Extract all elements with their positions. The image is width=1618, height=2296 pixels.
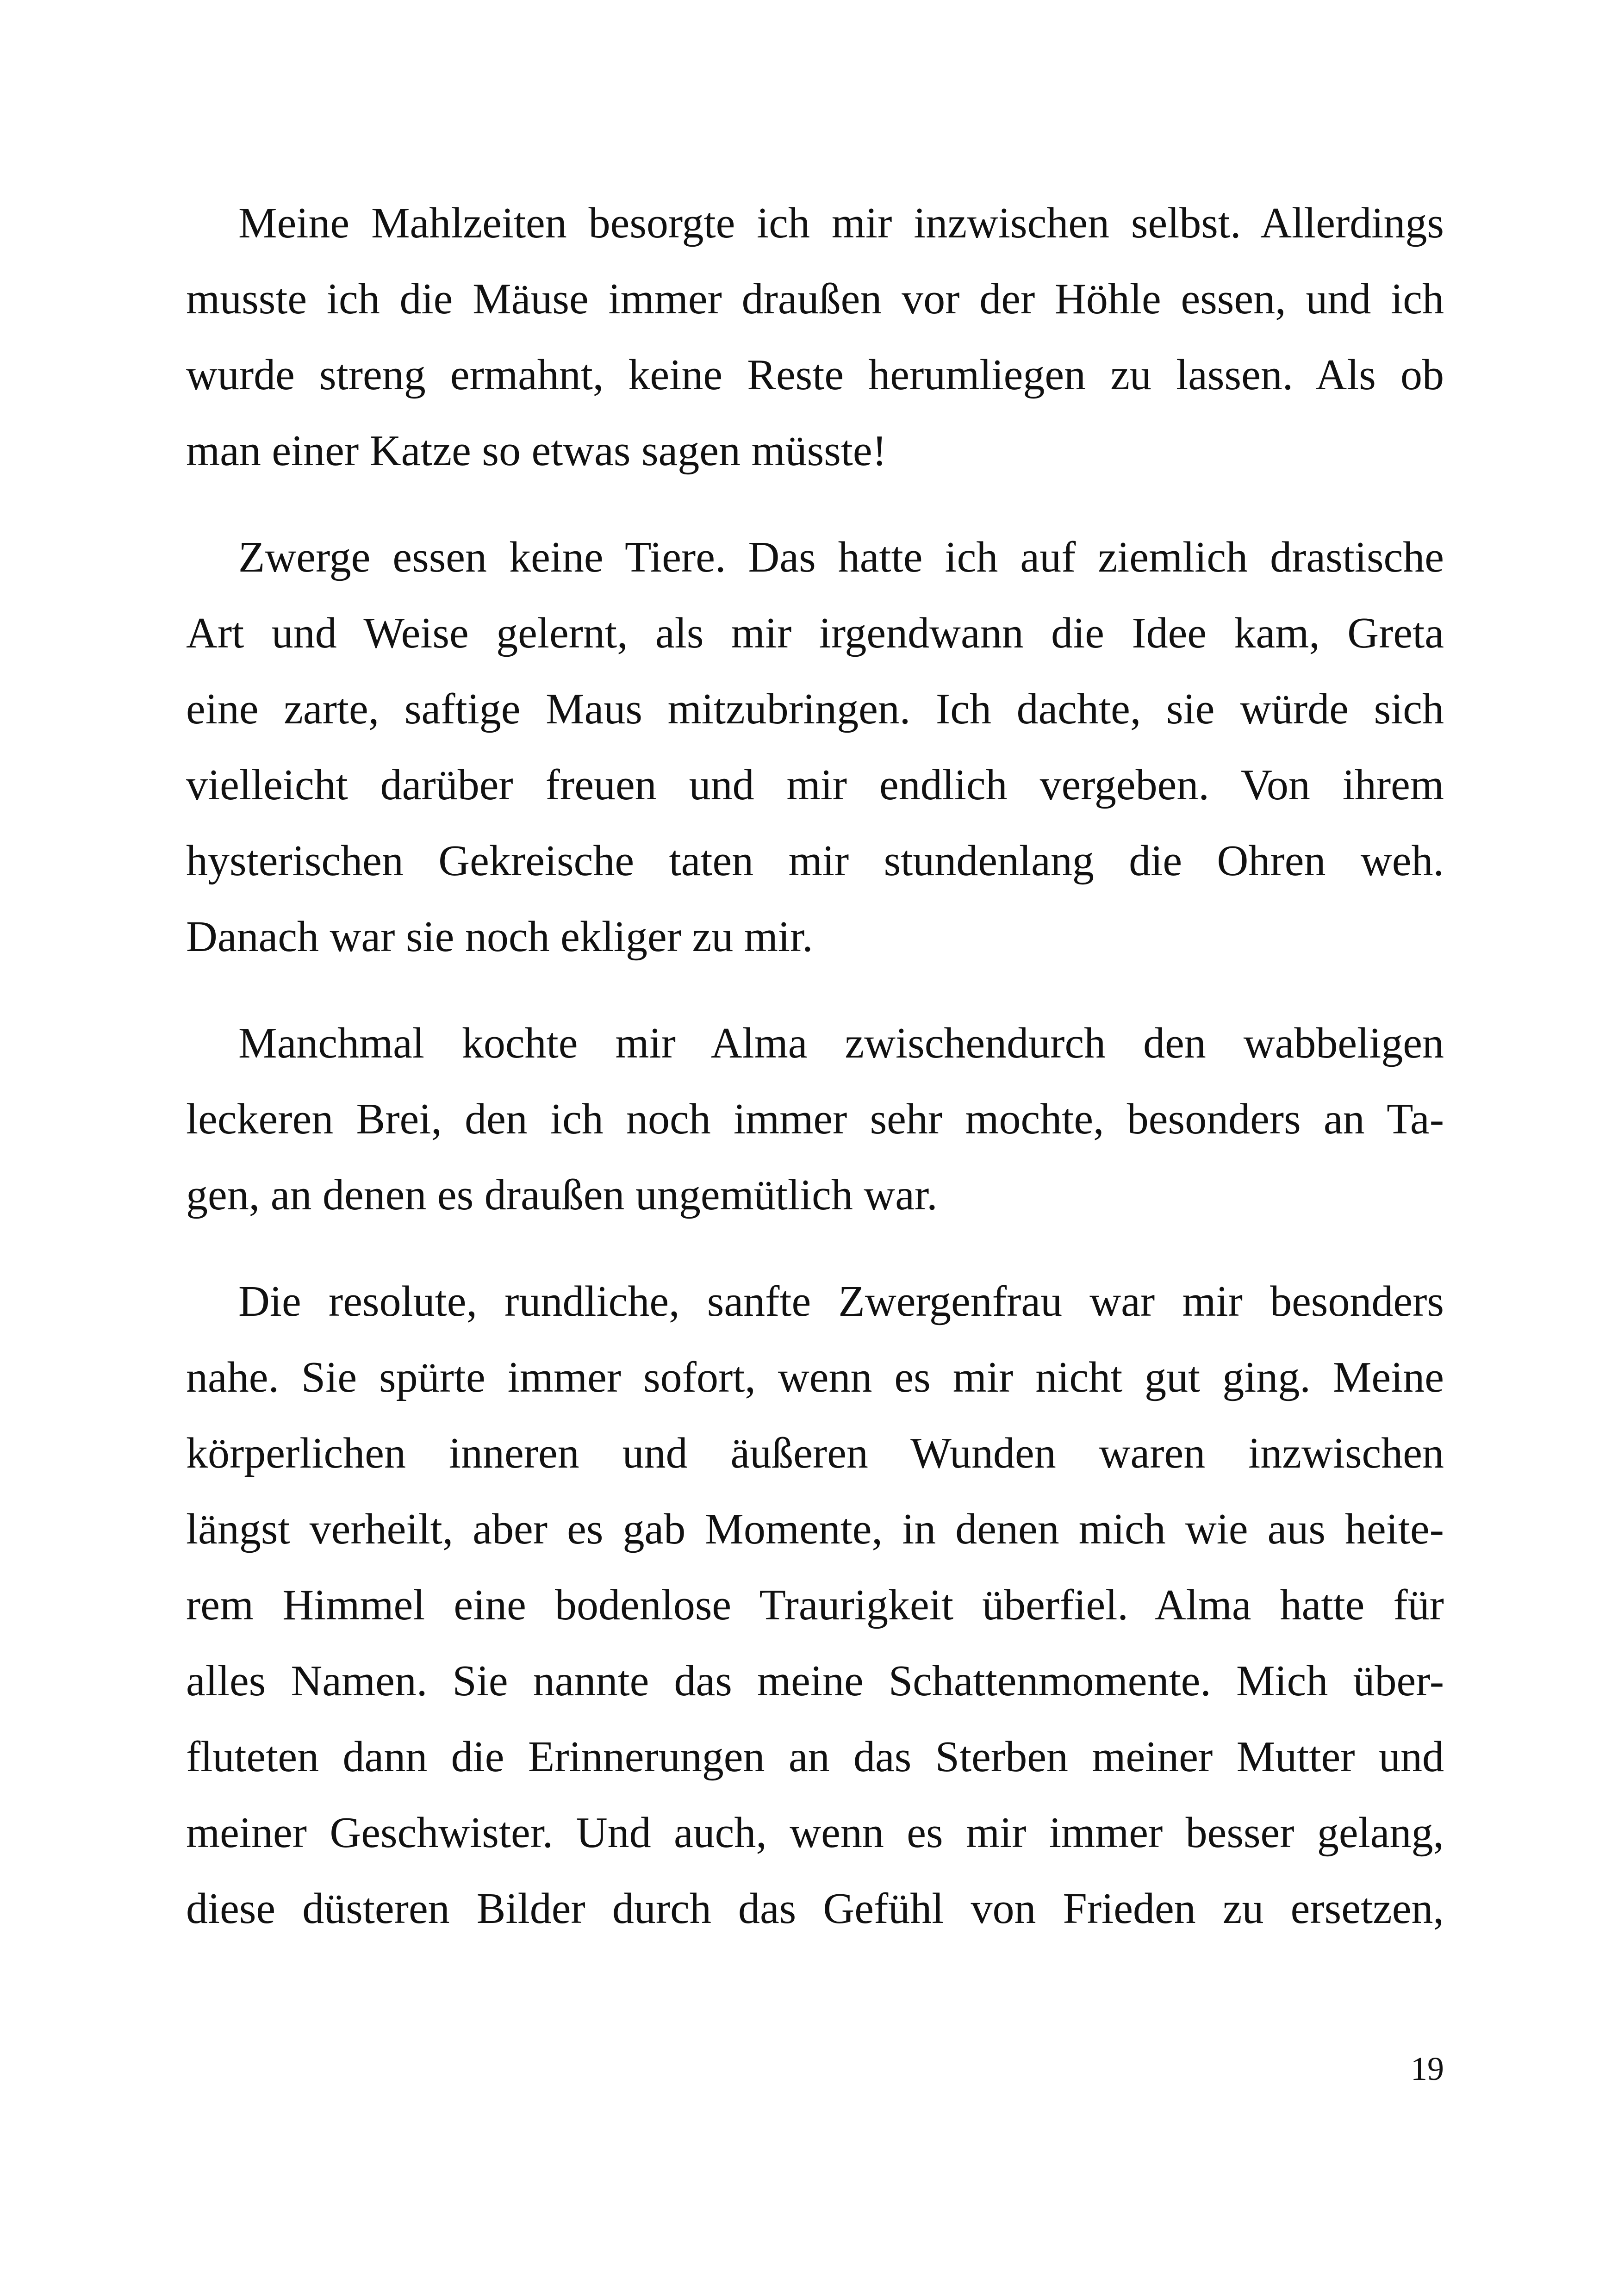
text-line: man einer Katze so etwas sagen müsste! <box>186 427 887 475</box>
text-line: Art und Weise gelernt, als mir irgendwann die Idee kam, Greta <box>186 609 1444 657</box>
text-line: Danach war sie noch ekliger zu mir. <box>186 913 813 961</box>
text-line: leckeren Brei, den ich noch immer sehr mochte, besonders an Ta- <box>186 1095 1444 1143</box>
paragraph <box>186 1263 1444 1947</box>
text-line: rem Himmel eine bodenlose Traurigkeit überfiel. Alma hatte für <box>186 1581 1444 1629</box>
text-line: Manchmal kochte mir Alma zwischendurch den wabbeligen <box>238 1019 1444 1067</box>
text-line: diese düsteren Bilder durch das Gefühl von Frieden zu ersetzen, <box>186 1885 1444 1933</box>
page-number: 19 <box>1411 2050 1444 2087</box>
paragraph <box>186 519 1444 975</box>
text-line: fluteten dann die Erinnerungen an das Sterben meiner Mutter und <box>186 1733 1444 1781</box>
text-line: Zwerge essen keine Tiere. Das hatte ich auf ziemlich drastische <box>238 533 1444 581</box>
text-line: nahe. Sie spürte immer sofort, wenn es mir nicht gut ging. Meine <box>186 1353 1444 1401</box>
text-line: gen, an denen es draußen ungemütlich war. <box>186 1171 938 1219</box>
text-line: Die resolute, rundliche, sanfte Zwergenfrau war mir besonders <box>238 1277 1444 1325</box>
text-line: musste ich die Mäuse immer draußen vor der Höhle essen, und ich <box>186 275 1444 323</box>
text-line: vielleicht darüber freuen und mir endlich vergeben. Von ihrem <box>186 761 1444 809</box>
text-line: längst verheilt, aber es gab Momente, in denen mich wie aus heite- <box>186 1505 1444 1553</box>
text-line: körperlichen inneren und äußeren Wunden waren inzwischen <box>186 1429 1444 1477</box>
paragraph-gap <box>186 489 1444 519</box>
text-line: meiner Geschwister. Und auch, wenn es mir immer besser gelang, <box>186 1809 1444 1857</box>
text-line: eine zarte, saftige Maus mitzubringen. Ich dachte, sie würde sich <box>186 685 1444 733</box>
paragraph-gap <box>186 975 1444 1005</box>
paragraph <box>186 185 1444 489</box>
paragraph <box>186 1005 1444 1233</box>
paragraph-gap <box>186 1233 1444 1263</box>
text-line: alles Namen. Sie nannte das meine Schattenmomente. Mich über- <box>186 1657 1444 1705</box>
text-line: wurde streng ermahnt, keine Reste herumliegen zu lassen. Als ob <box>186 351 1444 399</box>
text-line: hysterischen Gekreische taten mir stundenlang die Ohren weh. <box>186 837 1444 885</box>
body-text <box>186 185 1444 1947</box>
text-line: Meine Mahlzeiten besorgte ich mir inzwischen selbst. Allerdings <box>238 199 1444 247</box>
